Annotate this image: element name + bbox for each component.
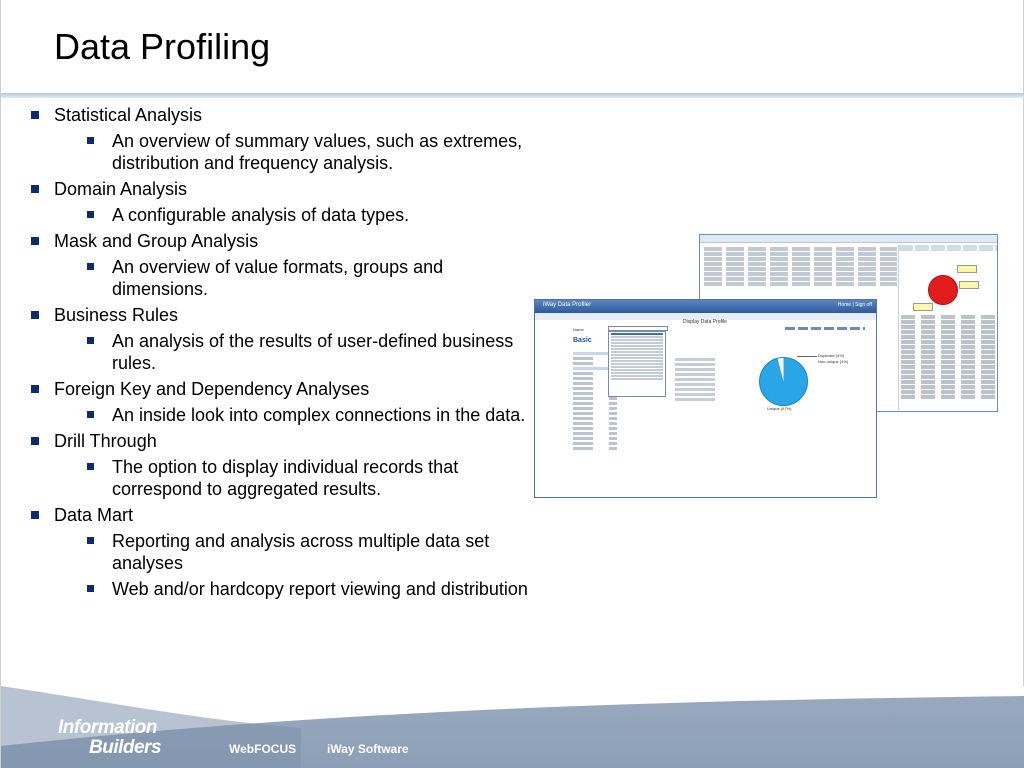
table-row xyxy=(901,365,996,369)
list-item xyxy=(611,354,663,356)
list-item xyxy=(611,363,663,365)
bullet-list xyxy=(1,104,541,604)
table-row xyxy=(573,407,643,410)
sub-bullet-text: Reporting and analysis across multiple data set analyses xyxy=(112,531,490,573)
panel-tabs xyxy=(899,245,997,251)
table-row xyxy=(901,385,996,389)
pie-tag: Duplicate (4%) xyxy=(818,353,845,358)
sub-bullet-text: A configurable analysis of data types. xyxy=(112,205,410,225)
square-bullet-icon xyxy=(31,111,39,119)
list-item xyxy=(611,345,663,347)
pie-callout xyxy=(959,281,979,289)
table-row xyxy=(901,320,996,324)
section-label: Basic xyxy=(573,337,592,344)
company-logo-line2: Builders xyxy=(89,737,162,758)
list-item xyxy=(611,360,663,362)
list-item xyxy=(611,339,663,341)
company-logo-line1: Information xyxy=(58,717,157,738)
square-bullet-icon xyxy=(31,437,39,445)
sub-bullet-text: Web and/or hardcopy report viewing and distribution xyxy=(112,579,528,599)
expression-dropdown-list xyxy=(608,331,666,397)
sub-bullet-item xyxy=(1,256,541,300)
table-row xyxy=(901,335,996,339)
sub-bullet-item xyxy=(1,204,541,226)
display-title: Display Data Profile xyxy=(683,319,727,325)
pie-tag: Non-unique (4%) xyxy=(818,359,849,364)
list-item xyxy=(611,375,663,377)
square-bullet-icon xyxy=(87,411,94,418)
data-profiler-screenshot xyxy=(534,299,877,498)
table-row xyxy=(573,427,643,430)
table-row xyxy=(704,272,897,276)
pie-leader-line xyxy=(797,356,817,357)
table-row xyxy=(573,412,643,415)
blue-pie-chart xyxy=(759,357,808,406)
red-pie-chart xyxy=(928,275,958,305)
app-title: iWay Data Profiler xyxy=(543,302,592,308)
table-row xyxy=(573,442,643,445)
square-bullet-icon xyxy=(87,463,94,470)
table-row xyxy=(704,247,897,251)
square-bullet-icon xyxy=(31,185,39,193)
list-item xyxy=(611,366,663,368)
square-bullet-icon xyxy=(87,337,94,344)
table-row xyxy=(573,402,643,405)
square-bullet-icon xyxy=(87,537,94,544)
table-row xyxy=(573,422,643,425)
square-bullet-icon xyxy=(31,311,39,319)
table-row xyxy=(573,432,643,435)
table-row xyxy=(704,262,897,266)
name-label: Name xyxy=(573,327,584,332)
footer-product-iway: iWay Software xyxy=(327,742,409,756)
table-row xyxy=(704,282,897,286)
table-row xyxy=(901,390,996,394)
list-item xyxy=(675,363,715,366)
bullet-item xyxy=(1,430,541,452)
list-item xyxy=(675,393,715,396)
table-row xyxy=(704,267,897,271)
header-links: Home | Sign off xyxy=(837,302,872,308)
table-row xyxy=(901,375,996,379)
bullet-text: Mask and Group Analysis xyxy=(54,231,259,251)
table-row xyxy=(901,325,996,329)
table-row xyxy=(573,397,643,400)
table-row xyxy=(901,350,996,354)
bullet-text: Domain Analysis xyxy=(54,179,188,199)
sub-bullet-item xyxy=(1,456,541,500)
stats-table-thumbnail xyxy=(901,315,996,400)
bullet-item xyxy=(1,304,541,326)
table-row xyxy=(704,257,897,261)
table-row xyxy=(901,340,996,344)
list-item xyxy=(675,383,715,386)
table-row xyxy=(901,355,996,359)
bullet-text: Statistical Analysis xyxy=(54,105,203,125)
bullet-item xyxy=(1,230,541,252)
counts-panel-thumbnail xyxy=(898,245,997,410)
list-item xyxy=(611,348,663,350)
pie-callout xyxy=(913,303,933,311)
table-row xyxy=(573,447,643,450)
pie-tag: Unique (97%) xyxy=(767,406,792,411)
square-bullet-icon xyxy=(87,585,94,592)
sub-bullet-item xyxy=(1,330,541,374)
list-item xyxy=(611,351,663,353)
column-table-thumbnail xyxy=(704,247,897,287)
sub-bullet-item xyxy=(1,530,541,574)
list-item xyxy=(611,372,663,374)
bullet-text: Business Rules xyxy=(54,305,179,325)
app-header xyxy=(535,300,876,313)
bullet-item xyxy=(1,178,541,200)
table-row xyxy=(901,360,996,364)
slide-title: Data Profiling xyxy=(54,26,271,67)
values-list-thumbnail xyxy=(675,358,715,403)
bullet-text: Data Mart xyxy=(54,505,134,525)
report-tabs xyxy=(785,327,865,330)
square-bullet-icon xyxy=(87,137,94,144)
bullet-item xyxy=(1,504,541,526)
square-bullet-icon xyxy=(31,385,39,393)
list-item xyxy=(611,342,663,344)
table-row xyxy=(573,417,643,420)
sub-bullet-item xyxy=(1,404,541,426)
list-item xyxy=(611,336,663,338)
square-bullet-icon xyxy=(31,511,39,519)
sub-bullet-text: An overview of value formats, groups and dimensions. xyxy=(112,257,444,299)
list-item xyxy=(675,373,715,376)
sub-bullet-text: An overview of summary values, such as extremes, distribution and frequency analysis. xyxy=(112,131,523,173)
bullet-item xyxy=(1,378,541,400)
table-row xyxy=(901,380,996,384)
square-bullet-icon xyxy=(87,263,94,270)
list-item xyxy=(611,369,663,371)
sub-bullet-item xyxy=(1,130,541,174)
list-item xyxy=(675,398,715,401)
title-divider xyxy=(1,93,1024,98)
square-bullet-icon xyxy=(87,211,94,218)
table-row xyxy=(573,437,643,440)
screenshot-header xyxy=(700,235,997,243)
list-item xyxy=(611,378,663,380)
pie-callout xyxy=(957,265,977,273)
sub-bullet-text: An analysis of the results of user-defined business rules. xyxy=(112,331,514,373)
square-bullet-icon xyxy=(31,237,39,245)
table-row xyxy=(901,345,996,349)
list-item xyxy=(611,357,663,359)
table-row xyxy=(704,277,897,281)
sub-bullet-text: An inside look into complex connections in the data. xyxy=(112,405,526,425)
sub-bullet-item xyxy=(1,578,541,600)
list-item xyxy=(675,368,715,371)
list-item xyxy=(675,388,715,391)
footer-product-webfocus: WebFOCUS xyxy=(229,742,297,756)
list-item xyxy=(675,358,715,361)
bullet-text: Foreign Key and Dependency Analyses xyxy=(54,379,370,399)
list-item xyxy=(675,378,715,381)
table-row xyxy=(704,252,897,256)
table-row xyxy=(901,370,996,374)
bullet-text: Drill Through xyxy=(54,431,157,451)
table-row xyxy=(901,395,996,399)
table-row xyxy=(901,315,996,319)
list-item xyxy=(611,333,663,335)
sub-bullet-text: The option to display individual records that correspond to aggregated results. xyxy=(112,457,459,499)
bullet-item xyxy=(1,104,541,126)
table-row xyxy=(901,330,996,334)
